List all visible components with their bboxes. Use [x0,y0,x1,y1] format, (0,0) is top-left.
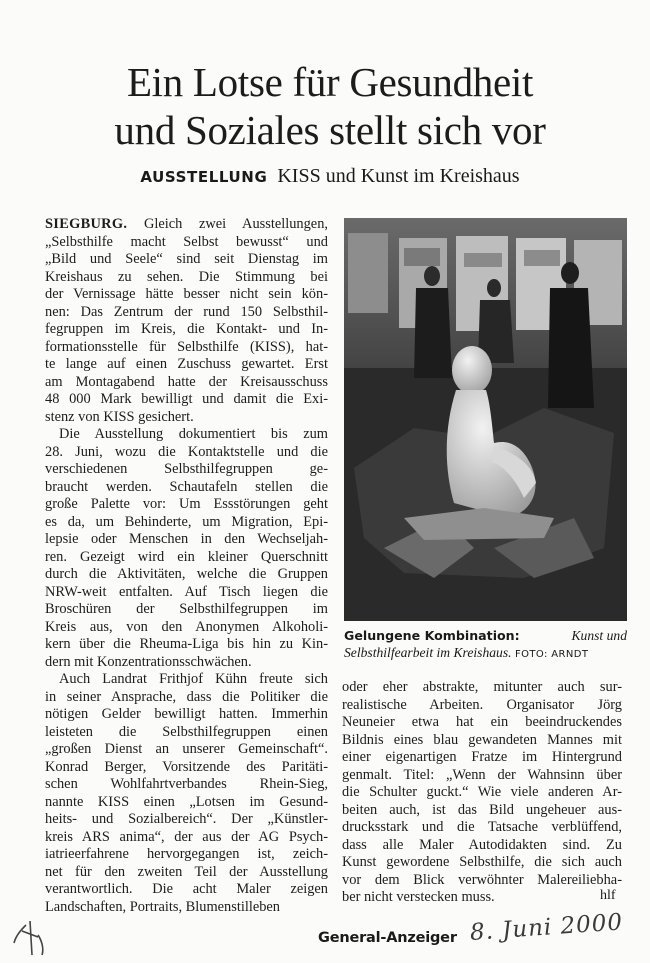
article-line: vor dem Blick verwöhnter Malereiliebha- [342,871,622,888]
article-line: net für den zweiten Teil der Ausstellung [45,863,328,880]
handwritten-mark-icon [8,915,58,960]
article-line: nannte KISS einen „Lotsen im Gesund- [45,793,328,810]
newspaper-masthead: General-Anzeiger [318,930,457,946]
article-column-left [45,216,328,916]
article-line: Bildnis eines blau gewandeten Mannes mit [342,731,622,748]
article-line: nötigen Gelder bewilligt hatten. Immerhin [45,706,328,722]
article-line: Auch Landrat Frithjof Kühn freute sich [59,671,328,687]
article-line: die Schulter guckt.“ Wie viele anderen Ar- [342,784,622,800]
article-line: es da, um Behinderte, um Migration, Epi- [45,513,328,530]
section-kicker: AUSSTELLUNG [140,168,268,186]
subheadline-text: KISS und Kunst im Kreishaus [277,165,520,187]
article-line: der Vernissage hätte besser nicht sein kön- [45,286,328,302]
article-line: SIEGBURG. Gleich zwei Ausstellungen, [45,216,328,232]
dateline: SIEGBURG. [45,216,128,232]
photo-image [344,218,627,621]
headline-line-1: Ein Lotse für Gesundheit [126,59,534,105]
article-line: heits- und Sozialbereich“. Der „Künstler- [45,811,328,827]
article-line: ber nicht verstecken muss. [342,889,495,905]
article-line: dern mit Konzentrationsschwächen. [45,653,252,670]
article-line: leisteten die Selbsthilfegruppen einen [45,723,328,740]
article-line: ren. Gezeigt wird ein kleiner Querschnitt [45,548,328,565]
article-line: nen: Das Zentrum der rund 150 Selbsthil- [45,303,328,320]
article-line: genmalt. Titel: „Wenn der Wahnsinn über [342,766,622,783]
article-line: Neuneier etwa hat ein beeindruckendes [342,714,622,730]
article-line: Konrad Berger, Vorsitzende des Paritäti- [45,758,328,775]
headline-line-2: und Soziales stellt sich vor [114,107,546,153]
article-line: NRW-weit entfalten. Auf Tisch liegen die [45,583,328,600]
article-line: Kunst gewordene Selbsthilfe, die sich auch [342,854,622,870]
article-line: „Selbsthilfe macht Selbst bewusst“ und [45,233,328,250]
article-line: „großen Dienst an unserer Gemeinschaft“. [45,741,328,757]
article-line: in seiner Ansprache, dass die Politiker die [45,688,328,705]
article-line: beiten auch, ist das Bild ungeheuer aus- [342,801,622,818]
article-line: Kreishaus zu sehen. Die Stimmung bei [45,268,328,285]
article-line: braucht werden. Schautafeln stellen die [45,478,328,495]
article-line: 48 000 Mark bewilligt und damit die Exi- [45,391,328,407]
photo-caption [344,627,627,663]
article-line: große Palette vor: Um Essstörungen geht [45,496,328,512]
article-line: Broschüren der Selbsthilfegruppen im [45,601,328,617]
article-line: Landschaften, Portraits, Blumenstilleben [45,898,280,915]
author-initials: hlf [600,888,616,903]
article-line: verantwortlich. Die acht Maler zeigen [45,881,328,897]
article-line: am Montagabend hatte der Kreisausschuss [45,373,328,390]
article-line: realistische Arbeiten. Organisator Jörg [342,696,622,713]
article-line: oder eher abstrakte, mitunter auch sur- [342,679,622,695]
handwritten-date: 8. Juni 2000 [469,909,624,946]
article-line: te lange auf einen Zuschuss gewartet. Erst [45,356,328,372]
photo-credit: FOTO: ARNDT [514,649,589,660]
article-line: dass alle Maler Autodidakten sind. Zu [342,836,622,853]
article-line: verschiedenen Selbsthilfegruppen ge- [45,461,328,477]
article-line: 28. Juni, wozu die Kontaktstelle und die [45,443,328,460]
article-line: durch die Aktivitäten, welche die Gruppen [45,566,328,582]
article-line: drucksstark und die Tatsache verblüffend, [342,819,622,835]
article-column-right [342,679,622,907]
subheadline [90,165,570,188]
article-line: „Bild und Seele“ sind seit Dienstag im [45,251,328,267]
exhibition-photo [344,218,627,621]
article-line: formationsstelle für Selbsthilfe (KISS), hat- [45,338,328,355]
caption-italic-2: Selbsthilfearbeit im Kreishaus. [344,645,512,660]
caption-italic-1: Kunst und [571,628,627,643]
article-line: iatrieerfahrene hervorgegangen ist, zeich- [45,846,328,862]
article-line: Die Ausstellung dokumentiert bis zum [59,426,328,442]
caption-bold: Gelungene Kombination: [344,628,520,643]
article-line: einer eigenartigen Fratze im Hintergrund [342,749,622,765]
article-line: schen Wohlfahrtverbandes Rhein-Sieg, [45,776,328,792]
article-line: kreis ARS anima“, der aus der AG Psych- [45,828,328,845]
article-line: fegruppen im Kreis, die Kontakt- und In- [45,321,328,337]
article-line: stenz von KISS gesichert. [45,408,194,425]
article-line: lepsie oder Menschen in den Wechseljah- [45,531,328,547]
article-line: kern über die Rheuma-Liga bis hin zu Kin- [45,636,328,652]
article-line: Kreis aus, von den Anonymen Alkoholi- [45,618,328,635]
